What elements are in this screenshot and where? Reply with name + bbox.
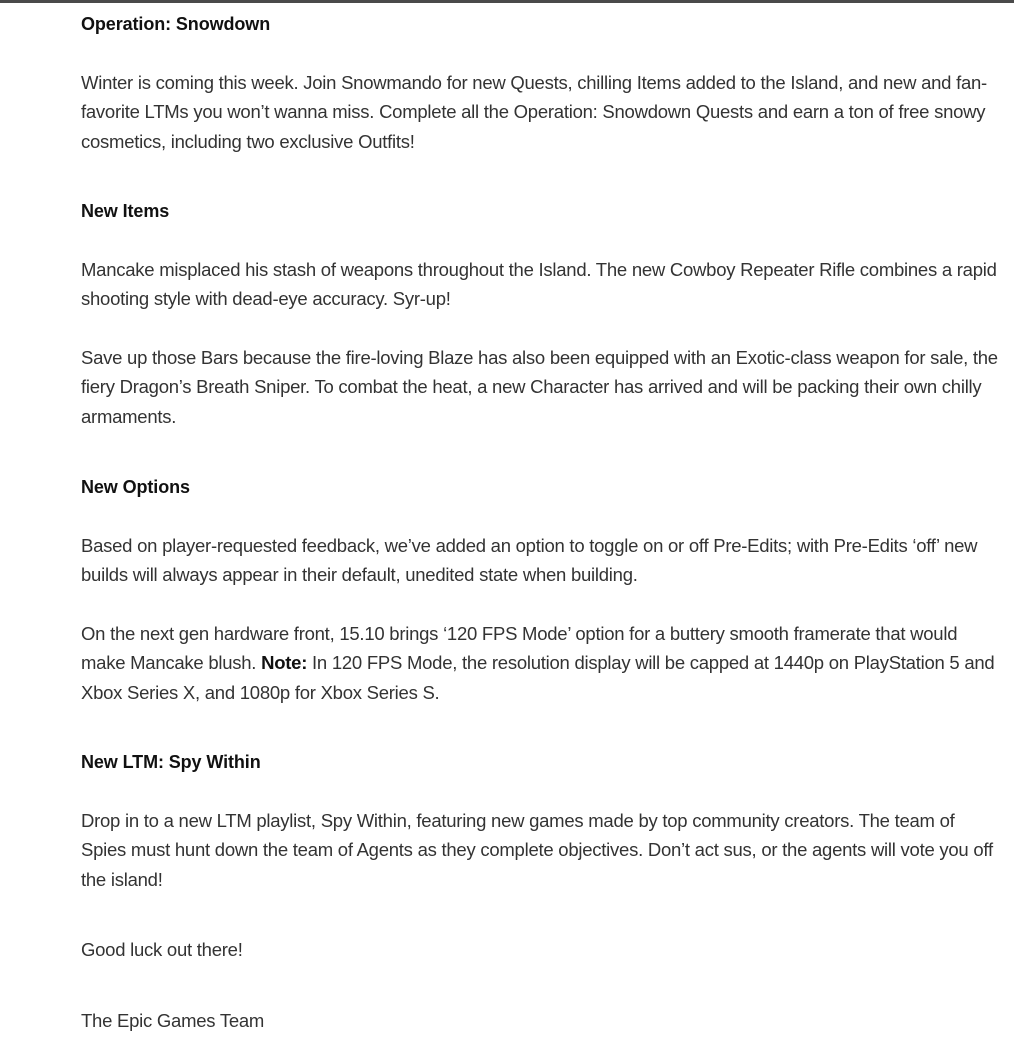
section-heading-new-ltm: New LTM: Spy Within xyxy=(81,752,261,772)
section-heading-new-items: New Items xyxy=(81,201,170,221)
section-heading-operation-snowdown: Operation: Snowdown xyxy=(81,14,271,34)
note-label: Note: xyxy=(261,652,308,674)
top-border xyxy=(0,0,1014,3)
paragraph-new-ltm: Drop in to a new LTM playlist, Spy Within, featuring new games made by top community creators. The team of Spies must hunt down the team of Agents as they complete objectives. Don’t act sus, or the agents will vote you off the island! xyxy=(81,810,993,890)
paragraph-intro: Winter is coming this week. Join Snowmando for new Quests, chilling Items added to the Island, and new and fan-favorite LTMs you won’t wanna miss. Complete all the Operation: Snowdown Quests and earn a ton of free snowy cosmetics, including two exclusive Outfits! xyxy=(81,72,987,152)
paragraph-text: In 120 FPS Mode, the resolution display will be capped at 1440p on PlayStation 5 and Xbox Series X, and 1080p for Xbox Series S. xyxy=(81,652,995,703)
paragraph-text: On the next gen hardware front, 15.10 brings ‘120 FPS Mode’ option for a buttery smooth framerate that would make Mancake blush. xyxy=(81,623,958,674)
paragraph-new-options-1: Based on player-requested feedback, we’ve added an option to toggle on or off Pre-Edits; with Pre-Edits ‘off’ new builds will always appear in their default, unedited state when building. xyxy=(81,535,978,586)
signature: The Epic Games Team xyxy=(81,1010,265,1031)
paragraph-new-items-1: Mancake misplaced his stash of weapons throughout the Island. The new Cowboy Repeater Rifle combines a rapid shooting style with dead-eye accuracy. Syr-up! xyxy=(81,259,997,310)
closing-text: Good luck out there! xyxy=(81,939,243,960)
section-heading-new-options: New Options xyxy=(81,477,190,497)
paragraph-new-options-2 xyxy=(81,619,1001,707)
paragraph-new-items-2: Save up those Bars because the fire-loving Blaze has also been equipped with an Exotic-class weapon for sale, the fiery Dragon’s Breath Sniper. To combat the heat, a new Character has arrived and will be packing their own chilly armaments. xyxy=(81,347,998,427)
